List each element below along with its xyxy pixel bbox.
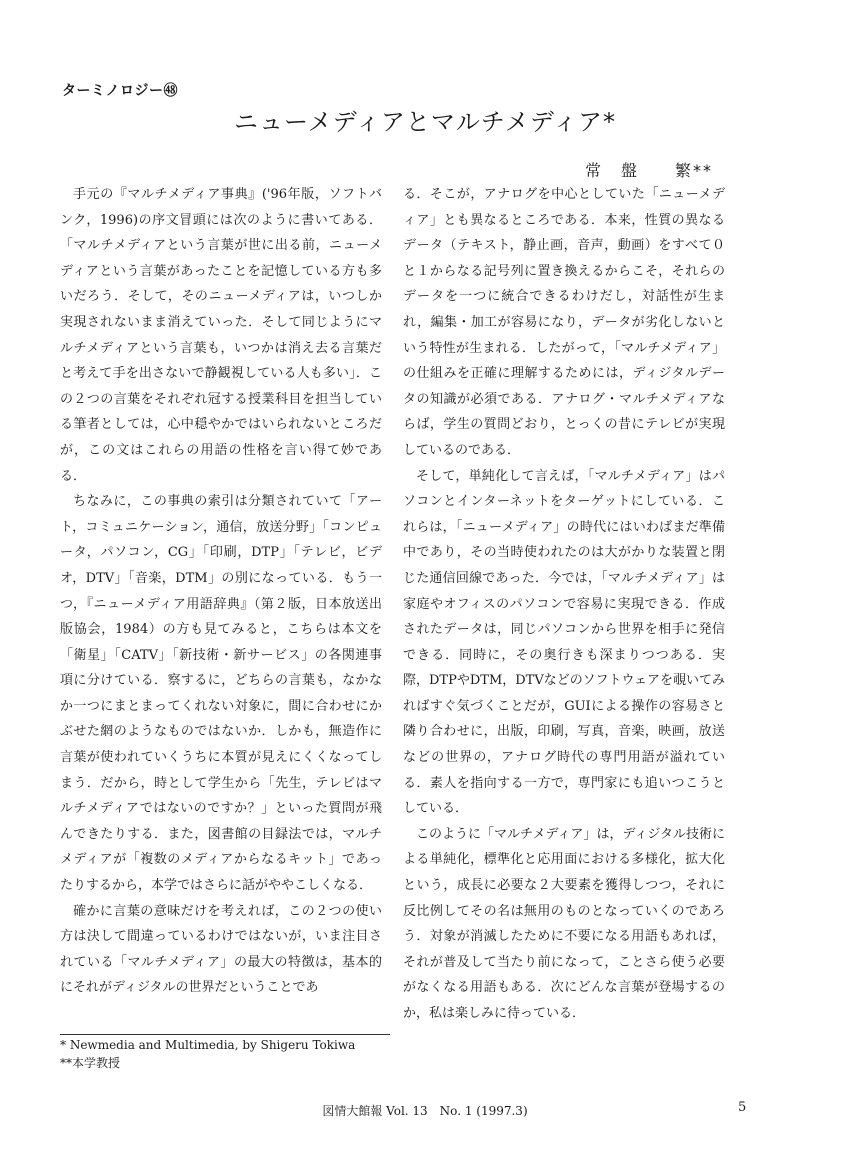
left-column [60,182,382,1001]
journal-footer: 図情大館報 Vol. 13 No. 1 (1997.3) [322,1104,528,1118]
author-name: 常 盤 繁** [585,161,714,180]
footnote-author-affiliation: **本学教授 [60,1056,121,1070]
footnotes [60,1036,400,1072]
article-title: ニューメディアとマルチメディア* [234,108,616,136]
paragraph: そして，単純化して言えば，「マルチメディア」はパソコンとインターネットをターゲットにしている．これらは，「ニューメディア」の時代にはいわばまだ準備中であり，その当時使われたのは大がかりな装置と閉じた通信回線であった．今では，「マルチメディア」は家庭やオフィスのパソコンで容易に実現できる．作成されたデータは，同じパソコンから世界を相手に発信できる．同時に，その奥行きも深まりつつある．実際，DTPやDTM，DTVなどのソフトウェアを覗いてみればすぐ気づくことだが，GUIによる操作の容易さと隣り合わせに，出版，印刷，写真，音楽，映画，放送などの世界の，アナログ時代の専門用語が溢れている．素人を指向する一方で，専門家にも追いつこうとしている． [403,468,725,817]
page-number: 5 [738,1100,747,1115]
paragraph: 手元の『マルチメディア事典』('96年版，ソフトバンク，1996)の序文冒頭には次のように書いてある．「マルチメディアという言葉が世に出る前，ニューメディアという言葉があったことを記憶している方も多いだろう．そして，そのニューメディアは，いつしか実現されないまま消えていった．そして同じようにマルチメディアという言葉も，いつかは消え去る言葉だと考えて手を出さないで静観視している人も多い」．この２つの言葉をそれぞれ冠する授業科目を担当している筆者としては，心中穏やかではいられないところだが，この文はこれらの用語の性格を言い得て妙である． [60,187,382,484]
right-column [403,182,725,1027]
footnote-divider [60,1034,390,1035]
paragraph: 確かに言葉の意味だけを考えれば，この２つの使い方は決して間違っているわけではないが，いま注目されている「マルチメディア」の最大の特徴は，基本的にそれがディジタルの世界だということであ [60,903,382,996]
paragraph: ちなみに，この事典の索引は分類されていて「アート，コミュニケーション，通信，放送分野」「コンピュータ，パソコン，CG」「印刷，DTP」「テレビ，ビデオ，DTV」「音楽，DTM」の別になっている．もう一つ，『ニューメディア用語辞典』（第２版，日本放送出版協会，1984）の方も見てみると，こちらは本文を「衛星」「CATV」「新技術・新サービス」の各関連事項に分けている．察するに，どちらの言葉も，なかなか一つにまとまってくれない対象に，間に合わせにかぶせた網のようなものではないか．しかも，無造作に言葉が使われていくうちに本質が見えにくくなってしまう．だから，時として学生から「先生，テレビはマルチメディアではないのですか？」といった質問が飛んできたりする．また，図書館の目録法では，マルチメディアが「複数のメディアからなるキット」であったりするから，本学ではさらに話がややこしくなる． [60,494,382,894]
paragraph: る．そこが，アナログを中心としていた「ニューメディア」とも異なるところである．本来，性質の異なるデータ（テキスト，静止画，音声，動画）をすべて０と１からなる記号列に置き換えるからこそ，それらのデータを一つに統合できるわけだし，対話性が生まれ，編集・加工が容易になり，データが劣化しないという特性が生まれる．したがって，「マルチメディア」の仕組みを正確に理解するためには，ディジタルデータの知識が必須である．アナログ・マルチメディアならば，学生の質問どおり，とっくの昔にテレビが実現しているのである． [403,187,725,458]
paragraph: このように「マルチメディア」は，ディジタル技術による単純化，標準化と応用面における多様化，拡大化という，成長に必要な２大要素を獲得しつつ，それに反比例してその名は無用のものとなっていくのであろう．対象が消滅したために不要になる用語もあれば，それが普及して当たり前になって，ことさら使う必要がなくなる用語もある．次にどんな言葉が登場するのか，私は楽しみに待っている． [403,826,725,1021]
series-label: ターミノロジー㊽ [62,83,178,99]
footnote-english-title: * Newmedia and Multimedia, by Shigeru Tokiwa [60,1038,356,1052]
